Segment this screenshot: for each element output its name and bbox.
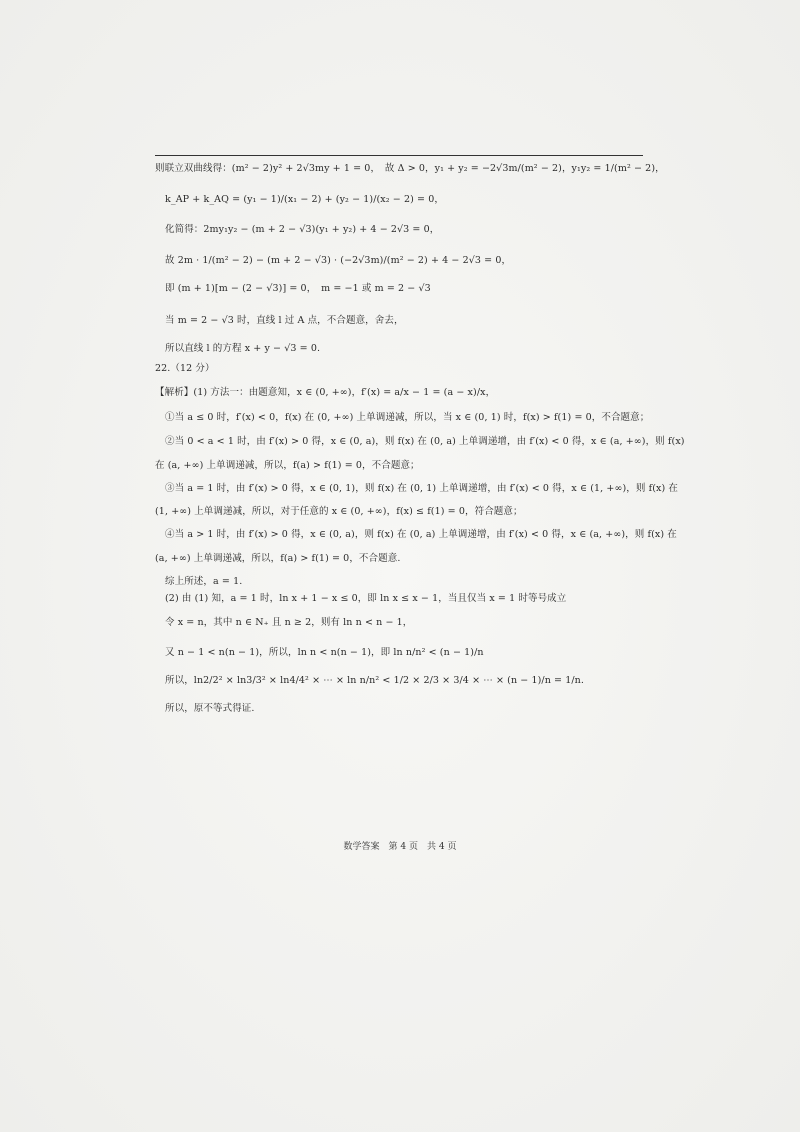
question-number: 22.（12 分） bbox=[155, 363, 215, 374]
text-line: 所以，原不等式得证. bbox=[165, 703, 255, 714]
text-line: ④当 a > 1 时，由 f′(x) > 0 得，x ∈ (0, a)，则 f(x) 在 (0, a) 上单调递增，由 f′(x) < 0 得，x ∈ (a, +∞)，则 f(x) 在 bbox=[165, 529, 677, 540]
text-line: ②当 0 < a < 1 时，由 f′(x) > 0 得，x ∈ (0, a)，则 f(x) 在 (0, a) 上单调递增，由 f′(x) < 0 得，x ∈ (a, +∞)，则 f(x) bbox=[165, 436, 685, 447]
text-line: ③当 a = 1 时，由 f′(x) > 0 得，x ∈ (0, 1)，则 f(x) 在 (0, 1) 上单调递增，由 f′(x) < 0 得，x ∈ (1, +∞)，则 f(x) 在 bbox=[165, 483, 679, 494]
text-line: 【解析】(1) 方法一：由题意知，x ∈ (0, +∞)，f′(x) = a/x − 1 = (a − x)/x， bbox=[155, 387, 496, 398]
text-line: (a, +∞) 上单调递减，所以，f(a) > f(1) = 0，不合题意. bbox=[155, 553, 401, 564]
text-line: (2) 由 (1) 知，a = 1 时，ln x + 1 − x ≤ 0，即 ln x ≤ x − 1，当且仅当 x = 1 时等号成立 bbox=[165, 593, 567, 604]
text-line: 即 (m + 1)[m − (2 − √3)] = 0， m = −1 或 m = 2 − √3 bbox=[165, 283, 431, 294]
text-line: 在 (a, +∞) 上单调递减，所以，f(a) > f(1) = 0，不合题意； bbox=[155, 460, 420, 471]
text-line: 所以，ln2/2² × ln3/3² × ln4/4² × ⋯ × ln n/n² < 1/2 × 2/3 × 3/4 × ⋯ × (n − 1)/n = 1/n. bbox=[165, 675, 585, 686]
text-line: 令 x = n，其中 n ∈ N₊ 且 n ≥ 2，则有 ln n < n − 1， bbox=[165, 617, 413, 628]
text-line: 又 n − 1 < n(n − 1)，所以，ln n < n(n − 1)，即 ln n/n² < (n − 1)/n bbox=[165, 647, 484, 658]
text-line: 则联立双曲线得：(m² − 2)y² + 2√3my + 1 = 0， 故 Δ > 0，y₁ + y₂ = −2√3m/(m² − 2)，y₁y₂ = 1/(m² − 2)， bbox=[155, 163, 665, 174]
text-line: 当 m = 2 − √3 时，直线 l 过 A 点，不合题意，舍去， bbox=[165, 315, 404, 326]
text-line: ①当 a ≤ 0 时，f′(x) < 0，f(x) 在 (0, +∞) 上单调递减，所以，当 x ∈ (0, 1) 时，f(x) > f(1) = 0，不合题意； bbox=[165, 412, 650, 423]
text-line: (1, +∞) 上单调递减，所以，对于任意的 x ∈ (0, +∞)，f(x) ≤ f(1) = 0，符合题意； bbox=[155, 506, 523, 517]
text-line: 故 2m · 1/(m² − 2) − (m + 2 − √3) · (−2√3m)/(m² − 2) + 4 − 2√3 = 0， bbox=[165, 255, 512, 266]
text-line: 综上所述，a = 1. bbox=[165, 576, 243, 587]
text-line: 所以直线 l 的方程 x + y − √3 = 0. bbox=[165, 343, 321, 354]
header-divider bbox=[155, 155, 643, 156]
text-line: 化简得：2my₁y₂ − (m + 2 − √3)(y₁ + y₂) + 4 − 2√3 = 0， bbox=[165, 224, 440, 235]
page-footer: 数学答案 第 4 页 共 4 页 bbox=[343, 842, 457, 852]
text-line: k_AP + k_AQ = (y₁ − 1)/(x₁ − 2) + (y₂ − 1)/(x₂ − 2) = 0， bbox=[165, 194, 444, 205]
